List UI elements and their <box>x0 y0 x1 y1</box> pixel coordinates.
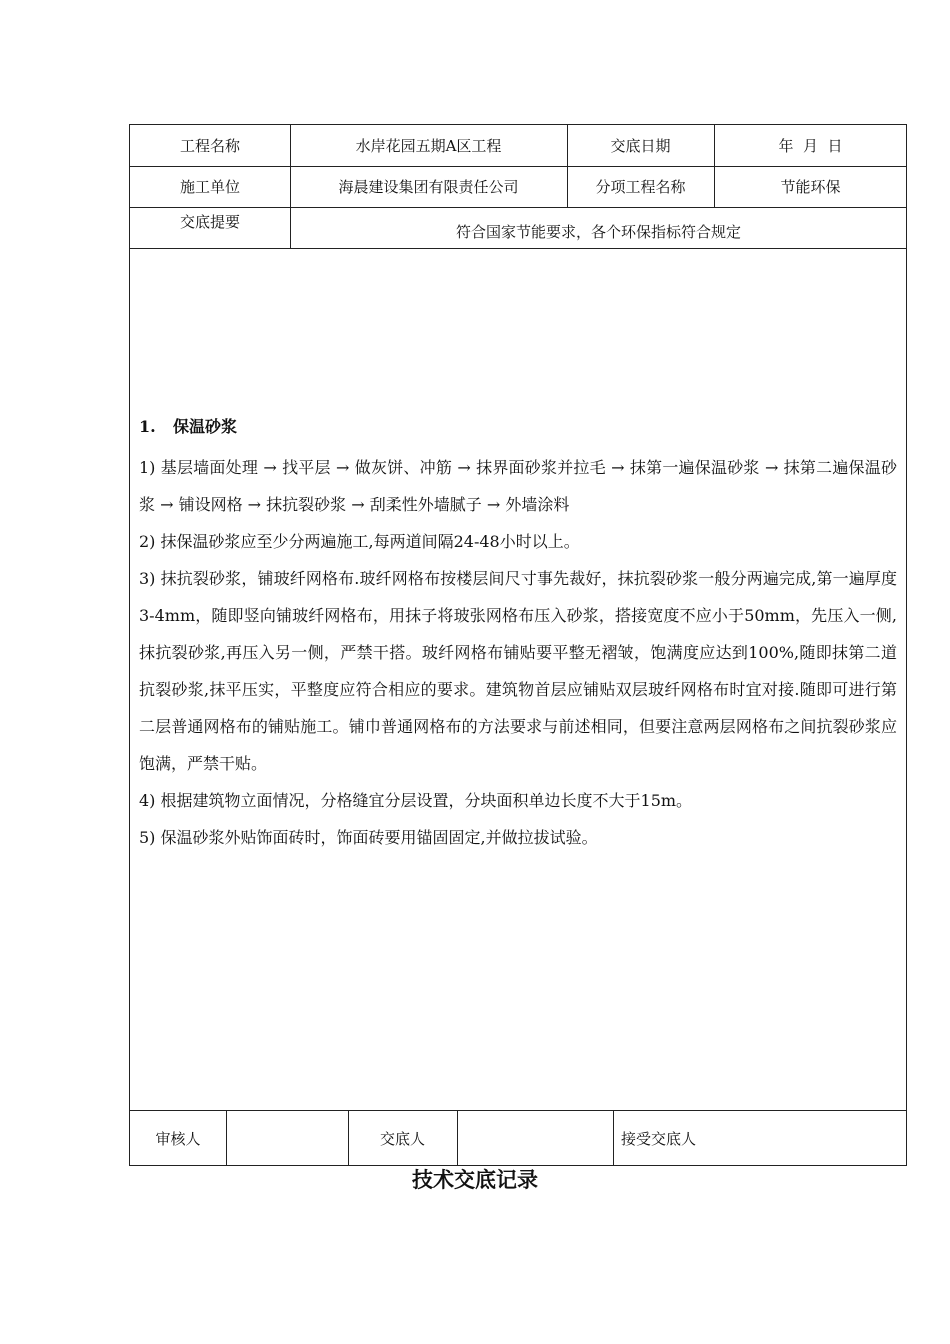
paragraph: 3) 抹抗裂砂浆，铺玻纤网格布.玻纤网格布按楼层间尺寸事先裁好，抹抗裂砂浆一般分两遍完成,第一遍厚度3-4mm，随即竖向铺玻纤网格布，用抹子将玻张网格布压入砂浆，搭接宽度不应小于50mm，先压入一侧,抹抗裂砂浆,再压入另一侧，严禁干搭。玻纤网格布铺贴要平整无褶皱，饱满度应达到100%,随即抹第二道抗裂砂浆,抹平压实，平整度应符合相应的要求。建筑物首层应铺贴双层玻纤网格布时宜对接.随即可进行第二层普通网格布的铺贴施工。铺巾普通网格布的方法要求与前述相同，但要注意两层网格布之间抗裂砂浆应饱满，严禁干贴。 <box>139 569 897 773</box>
section-number: 1. <box>139 417 156 436</box>
project-name-value: 水岸花园五期A区工程 <box>355 137 502 155</box>
disclosure-form <box>129 124 907 1166</box>
section-title: 保温砂浆 <box>173 417 238 436</box>
paragraph: 4) 根据建筑物立面情况，分格缝宜分层设置，分块面积单边长度不大于15m。 <box>139 791 693 810</box>
discloser-value[interactable] <box>457 1110 613 1166</box>
summary-value: 符合国家节能要求，各个环保指标符合规定 <box>455 223 741 241</box>
section-heading <box>139 413 897 441</box>
construction-unit-value: 海晨建设集团有限责任公司 <box>338 178 519 196</box>
paragraph: 5) 保温砂浆外贴饰面砖时，饰面砖要用锚固固定,并做拉拔试验。 <box>139 828 598 847</box>
construction-unit-label: 施工单位 <box>179 178 240 196</box>
date-label: 交底日期 <box>610 137 671 155</box>
document-title: 技术交底记录 <box>412 1168 538 1192</box>
reviewer-label: 审核人 <box>155 1129 201 1148</box>
summary-label: 交底提要 <box>179 213 240 231</box>
paragraph: 2) 抹保温砂浆应至少分两遍施工,每两道间隔24-48小时以上。 <box>139 532 580 551</box>
disclosure-content <box>139 413 897 856</box>
paragraph: 1) 基层墙面处理 → 找平层 → 做灰饼、冲筋 → 抹界面砂浆并拉毛 → 抹第一遍保温砂浆 → 抹第二遍保温砂浆 → 铺设网格 → 抹抗裂砂浆 → 刮柔性外墙腻子 → 外墙涂料 <box>139 458 897 514</box>
sub-project-label: 分项工程名称 <box>595 178 686 196</box>
receiver-label: 接受交底人 <box>621 1129 697 1148</box>
receiver-value[interactable] <box>709 1110 907 1166</box>
sub-project-value: 节能环保 <box>780 178 841 196</box>
reviewer-value[interactable] <box>226 1110 348 1166</box>
date-value: 年 月 日 <box>778 137 843 155</box>
project-name-label: 工程名称 <box>179 137 240 155</box>
discloser-label: 交底人 <box>379 1129 425 1148</box>
